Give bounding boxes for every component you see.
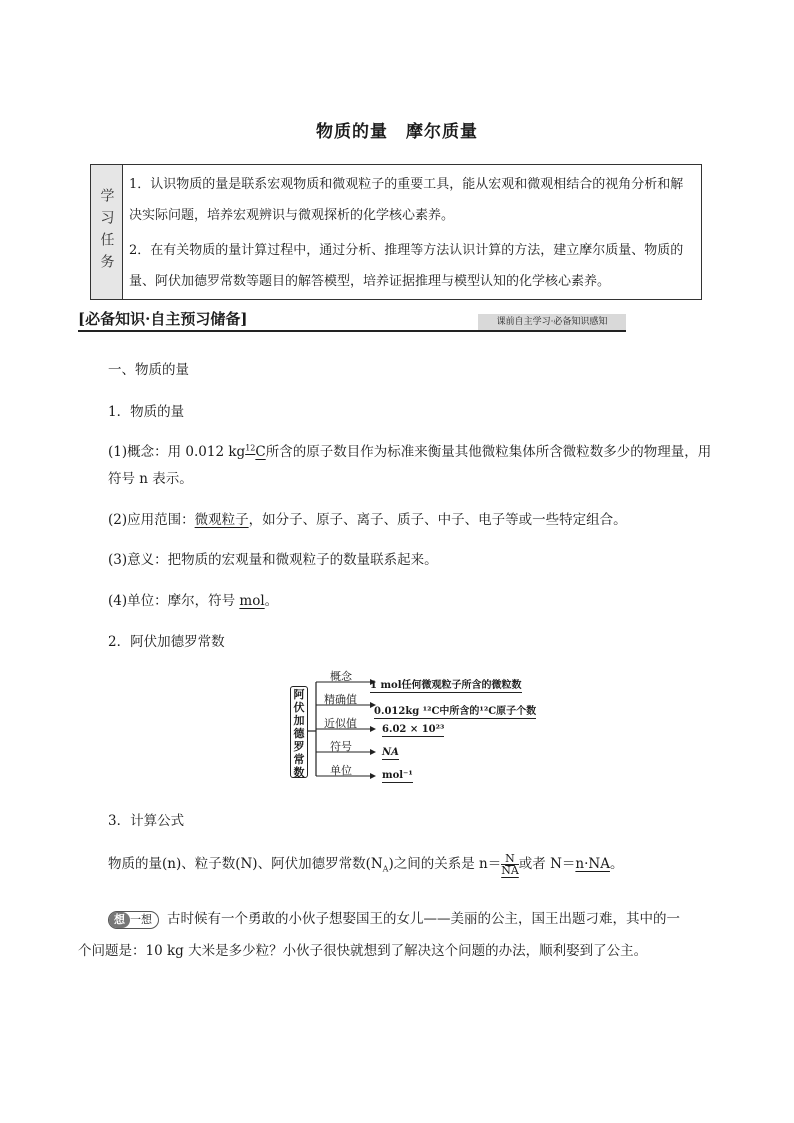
heading-1-3: 3．计算公式	[108, 813, 185, 829]
formula-text-b: )之间的关系是 n＝	[388, 856, 502, 872]
section-divider	[78, 330, 626, 332]
diagram-label-concept: 概念	[330, 670, 352, 683]
learning-task-box	[90, 164, 702, 300]
think-badge	[108, 911, 159, 929]
diagram-label-exact: 精确值	[324, 693, 357, 706]
task-label: 学习任务	[91, 165, 123, 299]
think-badge-key: 想	[109, 912, 130, 928]
fraction-numerator: N	[501, 853, 519, 865]
isotope-number: 12	[245, 443, 256, 453]
think-paragraph-line1	[108, 907, 680, 929]
diagram-value-concept: 1 mol任何微观粒子所含的微粒数	[370, 676, 522, 693]
formula-text-d: 。	[609, 856, 624, 872]
diagram-center-text: 阿伏加德罗常数	[293, 688, 305, 779]
think-paragraph-line2: 个问题是：10 kg 大米是多少粒？小伙子很快就想到了解决这个问题的办法，顺利娶到了公主。	[78, 943, 648, 959]
carbon-symbol: C	[255, 444, 266, 460]
section-tag: 课前自主学习·必备知识感知	[478, 314, 626, 330]
task-content	[123, 165, 701, 299]
heading-1-1: 1．物质的量	[108, 404, 185, 420]
unit-text-b: 。	[264, 593, 279, 609]
scope-underlined: 微观粒子	[194, 512, 249, 528]
diagram-label-unit: 单位	[330, 764, 352, 777]
paragraph-concept-line2: 符号 n 表示。	[108, 471, 193, 487]
section-title: [必备知识·自主预习储备]	[78, 310, 248, 328]
unit-symbol: mol	[239, 593, 265, 609]
concept-text-b: 所含的原子数目作为标准来衡量其他微粒集体所含微粒数多少的物理量，用	[265, 444, 712, 460]
task-item-2: 2．在有关物质的量计算过程中，通过分析、推理等方法认识计算的方法，建立摩尔质量、物质的量、阿伏加德罗常数等题目的解答模型，培养证据推理与模型认知的化学核心素养。	[129, 243, 684, 289]
formula-text-a: 物质的量(n)、粒子数(N)、阿伏加德罗常数(N	[108, 856, 383, 872]
diagram-label-approx: 近似值	[324, 717, 357, 730]
diagram-value-unit: mol⁻¹	[382, 770, 413, 781]
diagram-value-approx: 6.02 × 10²³	[382, 724, 445, 735]
diagram-value-exact: 0.012kg ¹²C中所含的¹²C原子个数	[374, 702, 536, 719]
formula-fraction	[501, 853, 519, 876]
paragraph-scope	[108, 508, 627, 528]
scope-text-a: (2)应用范围：	[108, 512, 195, 528]
think-text-1: 古时候有一个勇敢的小伙子想娶国王的女儿——美丽的公主，国王出题刁难，其中的一	[167, 911, 680, 927]
think-badge-rest: 一想	[130, 912, 152, 926]
section-header	[78, 308, 626, 330]
paragraph-unit	[108, 589, 278, 609]
task-item-1: 1．认识物质的量是联系宏观物质和微观粒子的重要工具，能从宏观和微观相结合的视角分析和解决实际问题，培养宏观辨识与微观探析的化学核心素养。	[129, 177, 684, 223]
heading-1-2: 2．阿伏加德罗常数	[108, 634, 225, 650]
paragraph-concept	[108, 440, 711, 460]
paragraph-meaning: (3)意义：把物质的宏观量和微观粒子的数量联系起来。	[108, 552, 438, 568]
formula-sub-a: A	[382, 864, 389, 874]
formula-text-c: 或者 N＝	[518, 856, 576, 872]
unit-text-a: (4)单位：摩尔，符号	[108, 593, 240, 609]
diagram-label-symbol: 符号	[330, 740, 352, 753]
formula-underlined: n·NA	[575, 856, 610, 872]
fraction-denominator: NA	[501, 864, 519, 877]
concept-text-a: (1)概念：用 0.012 kg	[108, 444, 246, 460]
page-title: 物质的量 摩尔质量	[316, 122, 478, 142]
scope-text-b: ，如分子、原子、离子、质子、中子、电子等或一些特定组合。	[248, 512, 627, 528]
paragraph-formula	[108, 852, 623, 876]
diagram-value-symbol: NA	[382, 747, 399, 758]
avogadro-diagram	[290, 672, 550, 790]
heading-1: 一、物质的量	[108, 362, 189, 378]
